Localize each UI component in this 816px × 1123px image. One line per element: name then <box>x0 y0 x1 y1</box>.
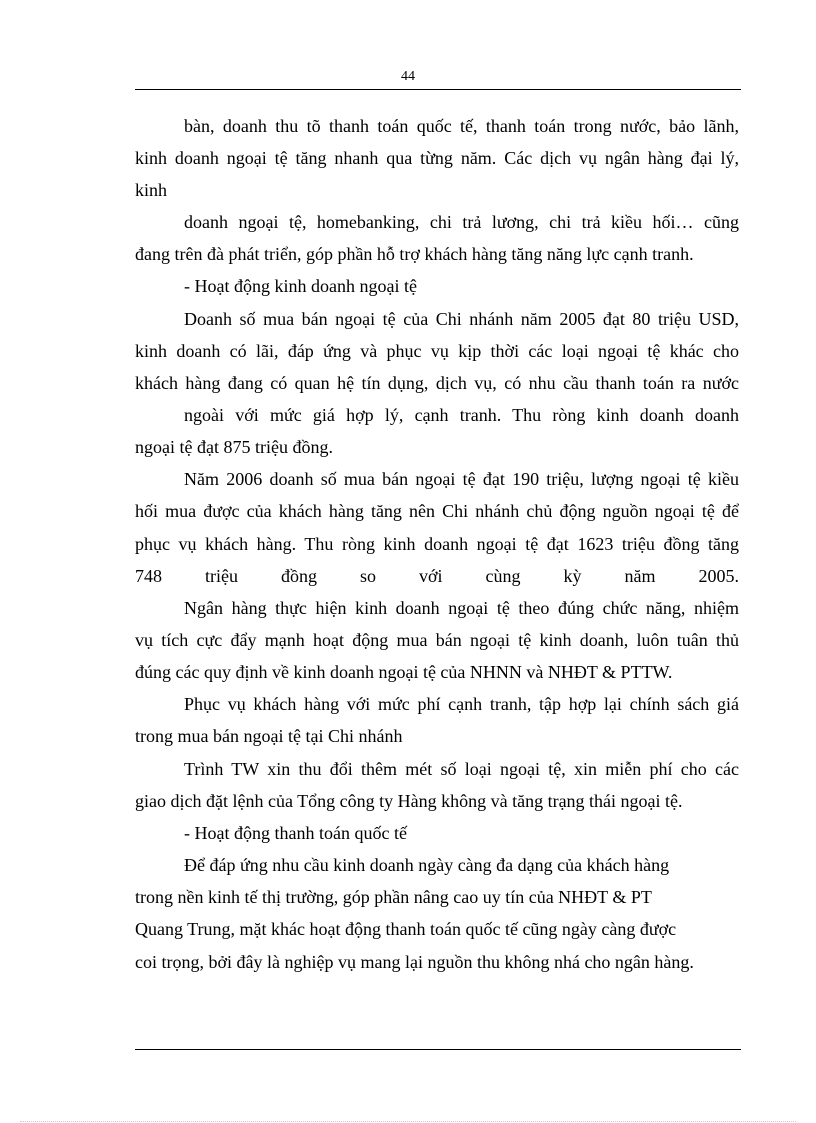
text-line: kinh <box>135 180 168 200</box>
section-heading: - Hoạt động kinh doanh ngoại tệ <box>184 276 417 296</box>
text-line: kinh doanh có lãi, đáp ứng và phục vụ kịp thời các loại ngoại tệ khác cho <box>135 341 739 361</box>
header-rule <box>135 89 741 90</box>
text-line: coi trọng, bởi đây là nghiệp vụ mang lại nguồn thu không nhá cho ngân hàng. <box>135 952 694 972</box>
text-line: hối mua được của khách hàng tăng nên Chi nhánh chủ động nguồn ngoại tệ để <box>135 501 739 521</box>
text-line: Doanh số mua bán ngoại tệ của Chi nhánh năm 2005 đạt 80 triệu USD, <box>184 309 739 329</box>
text-line: Trình TW xin thu đổi thêm mét số loại ngoại tệ, xin miễn phí cho các <box>184 759 739 779</box>
text-line: đang trên đà phát triển, góp phần hỗ trợ khách hàng tăng năng lực cạnh tranh. <box>135 244 694 264</box>
text-line: Phục vụ khách hàng với mức phí cạnh tranh, tập hợp lại chính sách giá <box>184 694 739 714</box>
text-line: trong mua bán ngoại tệ tại Chi nhánh <box>135 726 403 746</box>
footer-rule <box>135 1049 741 1050</box>
text-line: giao dịch đặt lệnh của Tổng công ty Hàng không và tăng trạng thái ngoại tệ. <box>135 791 683 811</box>
text-line: ngoài với mức giá hợp lý, cạnh tranh. Thu ròng kinh doanh doanh <box>184 405 739 425</box>
text-line: 748 triệu đồng so với cùng kỳ năm 2005. <box>135 566 739 586</box>
page-edge <box>20 1121 796 1122</box>
text-line: Quang Trung, mặt khác hoạt động thanh toán quốc tế cũng ngày càng được <box>135 919 677 939</box>
text-line: Ngân hàng thực hiện kinh doanh ngoại tệ theo đúng chức năng, nhiệm <box>184 598 739 618</box>
page-number: 44 <box>401 69 415 84</box>
text-line: ngoại tệ đạt 875 triệu đồng. <box>135 437 333 457</box>
text-line: doanh ngoại tệ, homebanking, chi trả lương, chi trả kiều hối… cũng <box>184 212 739 232</box>
text-line: Năm 2006 doanh số mua bán ngoại tệ đạt 190 triệu, lượng ngoại tệ kiều <box>184 469 739 489</box>
text-line: vụ tích cực đẩy mạnh hoạt động mua bán ngoại tệ kinh doanh, luôn tuân thủ <box>135 630 739 650</box>
text-line: đúng các quy định về kinh doanh ngoại tệ của NHNN và NHĐT & PTTW. <box>135 662 673 682</box>
text-line: trong nền kinh tế thị trường, góp phần nâng cao uy tín của NHĐT & PT <box>135 887 652 907</box>
text-line: kinh doanh ngoại tệ tăng nhanh qua từng năm. Các dịch vụ ngân hàng đại lý, <box>135 148 739 168</box>
section-heading: - Hoạt động thanh toán quốc tế <box>184 823 407 843</box>
text-line: bàn, doanh thu tõ thanh toán quốc tế, thanh toán trong nước, bảo lãnh, <box>184 116 739 136</box>
text-line: phục vụ khách hàng. Thu ròng kinh doanh ngoại tệ đạt 1623 triệu đồng tăng <box>135 534 739 554</box>
text-line: Để đáp ứng nhu cầu kinh doanh ngày càng đa dạng của khách hàng <box>184 855 670 875</box>
text-line: khách hàng đang có quan hệ tín dụng, dịch vụ, có nhu cầu thanh toán ra nước <box>135 373 739 393</box>
